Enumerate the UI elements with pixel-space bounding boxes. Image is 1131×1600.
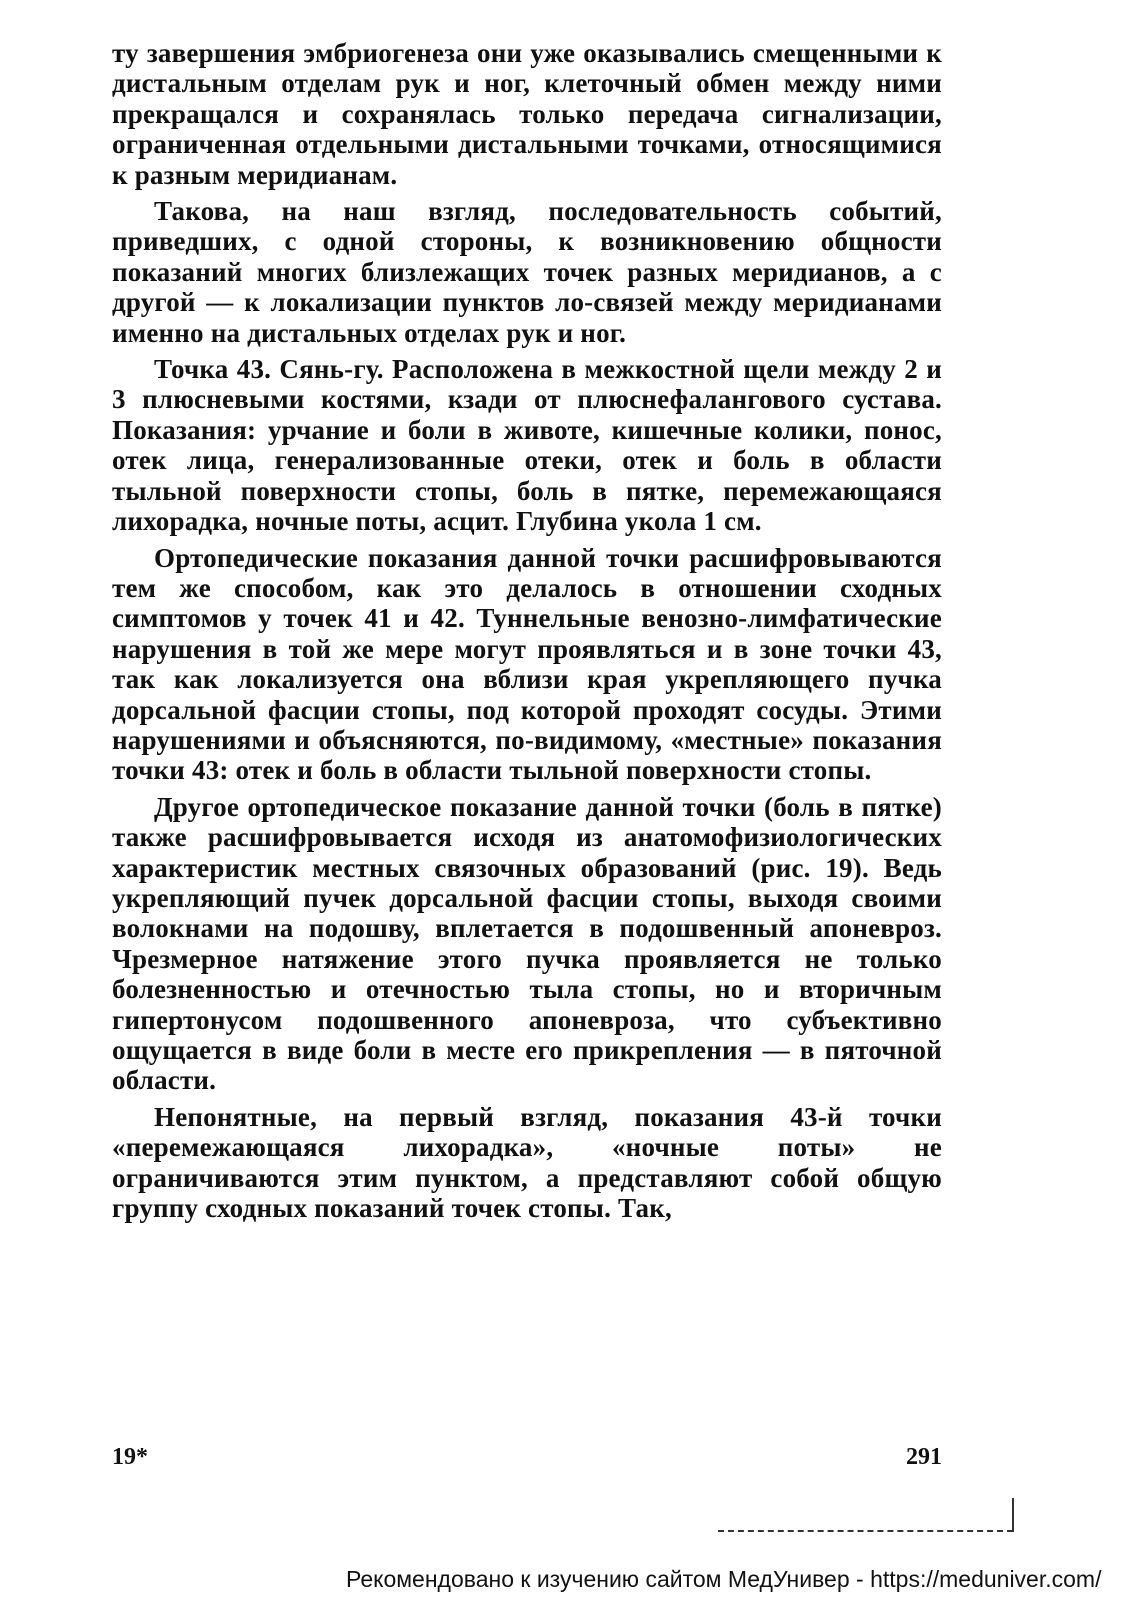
- paragraph-text: Другое ортопедическое показание данной точки (боль в пятке) также расшифровывается исходя из анатомофизиологических характеристик местных связочных образований (рис. 19). Ведь укрепляющий пучек дорсальной фасции стопы, выходя своими волокнами на подошву, вплетается в подошвенный апоневроз. Чрезмерное натяжение этого пучка проявляется не только болезненностью и отечностью тыла стопы, но и вторичным гипертонусом подошвенного апоневроза, что субъективно ощущается в виде боли в месте его прикрепления — в пяточной области.: [112, 791, 942, 1096]
- watermark-link[interactable]: Рекомендовано к изучению сайтом МедУнивер - https://meduniver.com/: [346, 1566, 1102, 1592]
- point-heading: Точка 43. Сянь-гу.: [154, 354, 384, 385]
- paragraph-5: [112, 792, 942, 1096]
- paragraph-3-point-43: [112, 354, 942, 536]
- paragraph-1: [112, 38, 942, 190]
- paragraph-text: Такова, на наш взгляд, последовательность событий, приведших, с одной стороны, к возникновению общности показаний многих близлежащих точек разных меридианов, а с другой — к локализации пунктов ло-связей между меридианами именно на дистальных отделах рук и ног.: [112, 196, 942, 348]
- paragraph-6: [112, 1102, 942, 1224]
- scan-edge-corner: [1012, 1498, 1014, 1532]
- paragraph-2: [112, 196, 942, 348]
- paragraph-text: ту завершения эмбриогенеза они уже оказывались смещенными к дистальным отделам рук и ног, клеточный обмен между ними прекращался и сохранялась только передача сигнализации, ограниченная отдельными дистальными точками, относящимися к разным меридианам.: [112, 38, 942, 190]
- page-number: 291: [906, 1444, 942, 1470]
- page-body: [112, 38, 942, 1229]
- paragraph-text: Ортопедические показания данной точки расшифровываются тем же способом, как это делалось в отношении сходных симптомов у точек 41 и 42. Туннельные венозно-лимфатические нарушения в той же мере могут проявляться и в зоне точки 43, так как локализуется она вблизи края укрепляющего пучка дорсальной фасции стопы, под которой проходят сосуды. Этими нарушениями и объясняются, по-видимому, «местные» показания точки 43: отек и боль в области тыльной поверхности стопы.: [112, 542, 942, 786]
- paragraph-4: [112, 543, 942, 786]
- paragraph-text: Непонятные, на первый взгляд, показания 43-й точки «перемежающаяся лихорадка», «ночные поты» не ограничиваются этим пунктом, а представляют собой общую группу сходных показаний точек стопы. Так,: [112, 1101, 942, 1224]
- paragraph-text: Расположена в межкостной щели между 2 и 3 плюсневыми костями, кзади от плюснефалангового сустава. Показания: урчание и боли в животе, кишечные колики, понос, отек лица, генерализованные отеки, отек и боль в области тыльной поверхности стопы, боль в пятке, перемежающаяся лихорадка, ночные поты, асцит. Глубина укола 1 см.: [112, 354, 942, 537]
- scan-edge-line: [718, 1530, 1013, 1532]
- printer-signature: 19*: [112, 1444, 148, 1470]
